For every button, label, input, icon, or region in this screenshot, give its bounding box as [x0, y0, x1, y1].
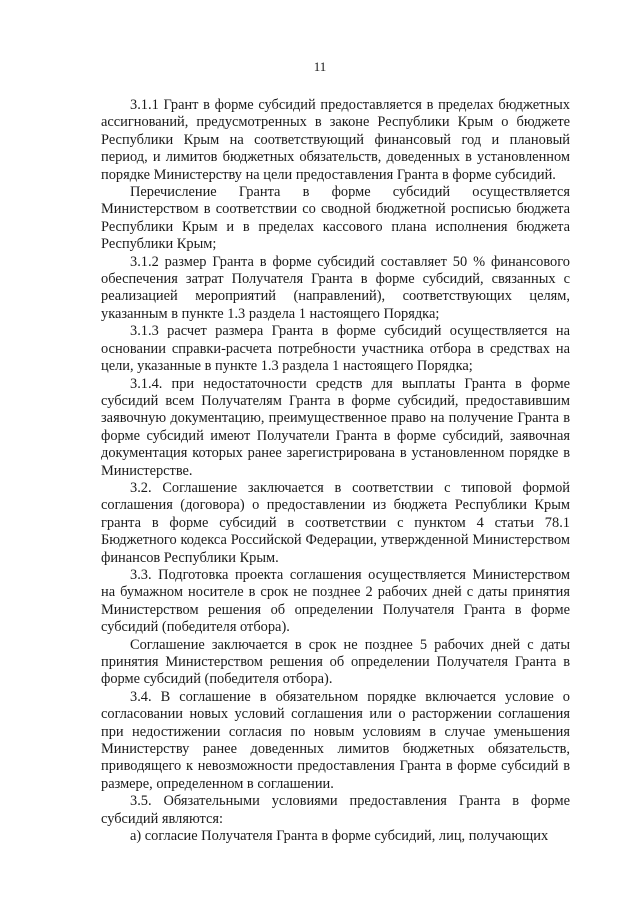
- paragraph-3-1-1: 3.1.1 Грант в форме субсидий предоставляется в пределах бюджетных ассигнований, предусмотренных в законе Республики Крым о бюджете Республики Крым на соответствующий финансовый год и плановый период, и лимитов бюджетных обязательств, доведенных в установленном порядке Министерству на цели предоставления Гранта в форме субсидий.: [101, 97, 570, 183]
- paragraph-3-1-4: 3.1.4. при недостаточности средств для выплаты Гранта в форме субсидий всем Получателям Гранта в форме субсидий, предоставившим заявочную документацию, преимущественное право на получение Гранта в форме субсидий имеют Получатели Гранта в форме субсидий, заявочная документация которых ранее зарегистрирована в установленном порядке в Министерстве.: [101, 375, 570, 479]
- paragraph-item-a: а) согласие Получателя Гранта в форме субсидий, лиц, получающих: [130, 828, 549, 845]
- paragraph-3-4: 3.4. В соглашение в обязательном порядке включается условие о согласовании новых условий соглашения или о расторжении соглашения при недостижении согласия по новым условиям в случае уменьшения Министерству ранее доведенных лимитов бюджетных обязательств, приводящего к невозможности предоставления Гранта в форме субсидий в размере, определенном в соглашении.: [101, 688, 570, 792]
- document-body: [101, 97, 570, 845]
- paragraph-3-1-2: 3.1.2 размер Гранта в форме субсидий составляет 50 % финансового обеспечения затрат Получателя Гранта в форме субсидий, связанных с реализацией мероприятий (направлений), соответствующих целям, указанным в пункте 1.3 раздела 1 настоящего Порядка;: [101, 253, 570, 322]
- paragraph-3-1-3: 3.1.3 расчет размера Гранта в форме субсидий осуществляется на основании справки-расчета потребности участника отбора в средствах на цели, указанные в пункте 1.3 раздела 1 настоящего Порядка;: [101, 323, 570, 375]
- paragraph-agreement-term: Соглашение заключается в срок не позднее 5 рабочих дней с даты принятия Министерством решения об определении Получателя Гранта в форме субсидий (победителя отбора).: [101, 636, 570, 688]
- paragraph-3-5: 3.5. Обязательными условиями предоставления Гранта в форме субсидий являются:: [101, 793, 570, 827]
- paragraph-3-2: 3.2. Соглашение заключается в соответствии с типовой формой соглашения (договора) о предоставлении из бюджета Республики Крым гранта в форме субсидий в соответствии с пунктом 4 статьи 78.1 Бюджетного кодекса Российской Федерации, утвержденной Министерством финансов Республики Крым.: [101, 479, 570, 566]
- page-number: 11: [313, 59, 327, 74]
- paragraph-3-3: 3.3. Подготовка проекта соглашения осуществляется Министерством на бумажном носителе в срок не позднее 2 рабочих дней с даты принятия Министерством решения об определении Получателя Гранта в форме субсидий (победителя отбора).: [101, 566, 570, 636]
- paragraph-transfer: Перечисление Гранта в форме субсидий осуществляется Министерством в соответствии со сводной бюджетной росписью бюджета Республики Крым и в пределах кассового плана исполнения бюджета Республики Крым;: [101, 184, 570, 253]
